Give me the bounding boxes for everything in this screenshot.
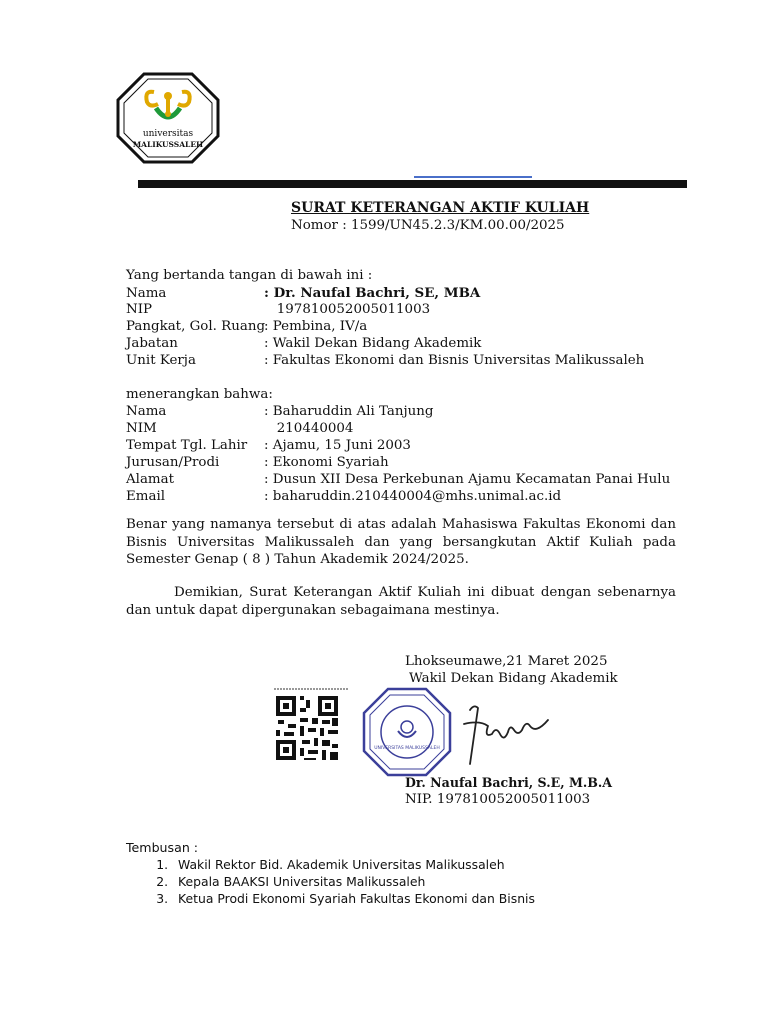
student-row-address bbox=[126, 472, 670, 487]
body-paragraph-1: Benar yang namanya tersebut di atas adalah Mahasiswa Fakultas Ekonomi dan Bisnis Universitas Malikussaleh dan yang bersangkutan Aktif Kuliah pada Semester Genap ( 8 ) Tahun Akademik 2024/2025. bbox=[126, 517, 676, 567]
body-paragraph-2: Demikian, Surat Keterangan Aktif Kuliah ini dibuat dengan sebenarnya dan untuk dapat dipergunakan sebagaimana mestinya. bbox=[126, 585, 676, 618]
row-value: : Wakil Dekan Bidang Akademik bbox=[264, 336, 482, 351]
handwritten-signature bbox=[440, 690, 552, 768]
row-value: : Ekonomi Syariah bbox=[264, 455, 389, 470]
row-value: : baharuddin.210440004@mhs.unimal.ac.id bbox=[264, 489, 562, 504]
qr-code bbox=[274, 688, 348, 768]
signatory-row-unit bbox=[126, 353, 644, 368]
student-row-email bbox=[126, 489, 561, 504]
cc-item: 2. Kepala BAAKSI Universitas Malikussaleh bbox=[172, 873, 732, 890]
signatory-row-nip bbox=[126, 302, 430, 317]
letterhead-divider bbox=[138, 180, 687, 188]
letter-title: SURAT KETERANGAN AKTIF KULIAH bbox=[291, 200, 590, 216]
row-label: Unit Kerja bbox=[126, 353, 196, 368]
signatory-row-position bbox=[126, 336, 481, 351]
logo-text-malikussaleh: MALIKUSSALEH bbox=[132, 140, 204, 149]
row-label: Jurusan/Prodi bbox=[126, 455, 220, 470]
place-date: Lhokseumawe,21 Maret 2025 bbox=[405, 654, 608, 669]
row-label: NIP bbox=[126, 302, 153, 317]
cc-item: 1. Wakil Rektor Bid. Akademik Universitas Malikussaleh bbox=[172, 856, 732, 873]
row-value: : Ajamu, 15 Juni 2003 bbox=[264, 438, 411, 453]
row-label: Tempat Tgl. Lahir bbox=[126, 438, 248, 453]
signatory-nip: NIP. 197810052005011003 bbox=[405, 792, 591, 807]
row-label: Nama bbox=[126, 286, 167, 301]
student-intro: menerangkan bahwa: bbox=[126, 387, 273, 402]
letter-number: Nomor : 1599/UN45.2.3/KM.00.00/2025 bbox=[291, 218, 565, 233]
row-value: 210440004 bbox=[264, 421, 354, 436]
row-label: Alamat bbox=[126, 472, 174, 487]
row-value: : Baharuddin Ali Tanjung bbox=[264, 404, 434, 419]
row-label: Nama bbox=[126, 404, 167, 419]
row-value: : Dr. Naufal Bachri, SE, MBA bbox=[264, 285, 481, 301]
student-row-nim bbox=[126, 421, 353, 436]
university-logo bbox=[114, 70, 222, 166]
signatory-row-name bbox=[126, 285, 480, 301]
header-accent-line bbox=[414, 176, 532, 178]
logo-text-universitas: universitas bbox=[142, 129, 194, 139]
student-row-birth bbox=[126, 438, 411, 453]
row-label: Email bbox=[126, 489, 166, 504]
signatory-intro: Yang bertanda tangan di bawah ini : bbox=[126, 268, 373, 283]
row-label: Pangkat, Gol. Ruang bbox=[126, 319, 266, 334]
row-value: : Pembina, IV/a bbox=[264, 319, 368, 334]
signatory-row-rank bbox=[126, 319, 367, 334]
signatory-position: Wakil Dekan Bidang Akademik bbox=[409, 671, 618, 686]
row-label: Jabatan bbox=[126, 336, 178, 351]
cc-list bbox=[126, 856, 732, 907]
row-value: : Fakultas Ekonomi dan Bisnis Universitas Malikussaleh bbox=[264, 353, 645, 368]
cc-heading: Tembusan : bbox=[126, 840, 199, 855]
student-row-name bbox=[126, 404, 434, 419]
row-label: NIM bbox=[126, 421, 157, 436]
row-value: 197810052005011003 bbox=[264, 302, 431, 317]
row-value: : Dusun XII Desa Perkebunan Ajamu Kecamatan Panai Hulu bbox=[264, 472, 671, 487]
signatory-name: Dr. Naufal Bachri, S.E, M.B.A bbox=[405, 775, 613, 790]
student-row-program bbox=[126, 455, 389, 470]
official-stamp bbox=[362, 687, 452, 777]
cc-item: 3. Ketua Prodi Ekonomi Syariah Fakultas Ekonomi dan Bisnis bbox=[172, 890, 732, 907]
stamp-text: UNIVERSITAS MALIKUSSALEH bbox=[374, 746, 440, 751]
